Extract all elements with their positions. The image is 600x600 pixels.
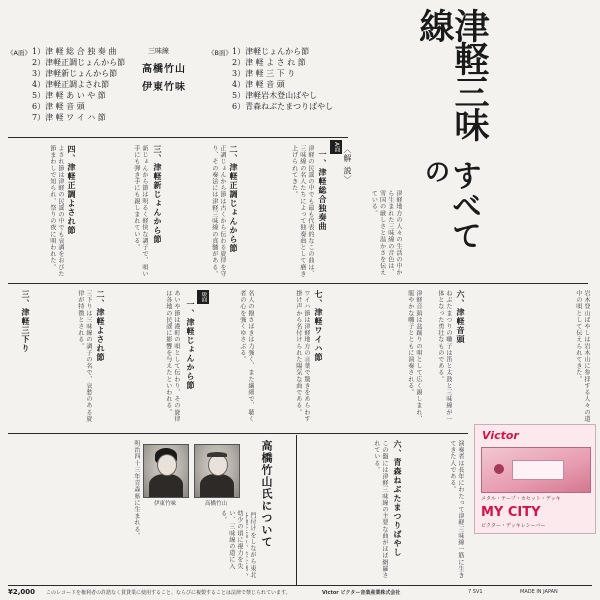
top-divider [8,137,348,138]
album-title-no: の [420,158,450,182]
performer-main: 高橋竹山 [142,64,186,75]
track-b-4: 4）津 軽 音 頭 [232,80,285,89]
heading-b2: 二、津軽よされ節 [96,290,105,362]
side-a-tag: A面 [330,140,342,154]
about-body-2: 幼少の頃に視力を失い、三味線の道に入る。 [219,510,243,570]
heading-a2: 二、津軽正調じょんから節 [229,145,238,253]
album-title: 津軽三味線 [414,8,489,140]
side-b-tag: B面 [197,290,209,304]
track-a-5: 5）津 軽 あ い や 節 [32,91,106,100]
caption-takahashi-chikuzan: 高橋竹山 [204,501,227,507]
heading-b6: 六、青森ねぶたまつりばやし [393,440,402,557]
heading-a1: 一、津軽総合独奏曲 [318,150,327,231]
price: ¥2,000 [8,588,36,596]
heading-a6: 六、津軽音頭 [456,290,465,344]
photo-ito-chikumi [143,444,189,498]
ad-product-image [481,447,591,493]
body-lower-1: この盤には津軽三味線の主要な曲がほぼ網羅されている。 [372,440,388,579]
side-a-tracklist [32,46,125,123]
middle-divider [8,283,588,284]
track-a-2: 2）津軽正調じょんから節 [32,58,126,67]
legal-notice: このレコードを権利者の許諾なく賃貸業に使用すること、ならびに複製することは法律で禁じられています。 [46,590,291,596]
about-divider [296,435,297,585]
track-b-1: 1）津軽じょんから節 [232,47,310,56]
track-a-3: 3）津軽新じょんから節 [32,69,118,78]
track-b-3: 3）津 軽 三 下 り [232,69,296,78]
heading-a3: 三、津軽新じょんから節 [153,145,162,244]
ad-sub: ビクター・デッキレシーバー [481,523,546,529]
victor-ad [474,424,596,534]
body-a6-cont: ねぶたまつりの囃子は笛と太鼓と三味線が一体となった勇壮なものである。 [436,290,452,422]
photo-takahashi-chikuzan [194,444,240,498]
track-b-5: 5）津軽岩木登山ばやし [232,91,318,100]
body-a3: 新じょんから節は明るく軽快な調子で、唄い手にも弾き手にも親しまれている。 [132,145,148,277]
heading-b3: 三、津軽三下り [21,290,30,353]
company-name: Victor ビクター音楽産業株式会社 [322,590,401,596]
heading-a7: 七、津軽ワイハ節 [314,290,323,362]
performer-guest: 伊東竹味 [142,82,186,93]
caption-ito-chikumi: 伊東竹味 [153,501,176,507]
track-a-4: 4）津軽正調よされ節 [32,80,110,89]
heading-a4: 四、津軽正調よされ節 [67,145,76,235]
body-a4: よされ節は津軽の民謡の中でも哀調をおびた節まわしで知られ、祭りの夜に唄われた。 [48,145,64,277]
made-in-label: MADE IN JAPAN [520,589,558,595]
heading-b1: 一、津軽じょんから節 [186,300,195,390]
body-a7: ワイハ節は津軽地方の言葉で驚きをあらわす掛け声から名付けられた陽気な曲である。 [294,290,310,422]
victor-logo: Victor [482,429,519,442]
catalog-code: 7 SV1 [468,589,483,595]
track-a-6: 6）津 軽 音 頭 [32,102,85,111]
side-b-label: 《B面》 [208,49,232,57]
body-intro-2: 岩木登山ばやしは岩木山に参拝する人々の道中の唄として伝えられてきた。 [574,290,590,422]
body-b3: 三下りは三味線の調子の名で、哀愁のある旋律が特徴とされる。 [76,290,92,422]
body-intro: 津軽地方の人々の生活の中から生まれた三味線の音色は、雪国の厳しさと温かさを伝えている。 [370,190,402,276]
ad-caption: メタル・テープ・カセット・デッキ [481,496,561,502]
body-a1: 津軽の民謡の中でも最も代表的なこの曲は、三味線の名人たちによって独奏曲として磨き上げられてきた。 [290,145,314,277]
track-b-2: 2）津 軽 よ さ れ 節 [232,58,306,67]
ad-product-name: MY CITY [481,505,541,520]
body-a2: 正調じょんから節は古くから伝わる旋律を守り、その奏法には津軽三味線の真髄がある。 [210,145,226,277]
footer-divider [8,585,592,586]
album-subtitle: すべて [446,160,481,250]
about-heading: 高橋竹山氏について [260,440,273,548]
track-b-6: 6）青森ねぶたまつりばやし [232,102,334,111]
body-b2: あいや節は港町の唄として伝わり、その旋律は各地の民謡に影響を与えたといわれる。 [164,290,180,422]
side-a-label: 《A面》 [7,49,31,57]
about-body-1: 明治四十三年青森県に生まれる。 [133,440,140,539]
commentary-label: 〈解 説〉 [343,145,352,185]
body-lower-2: 演奏者は長年にわたって津軽三味線一筋に生きてきた人である。 [448,440,464,579]
body-b1: 名人の撥さばきは力強く、また繊細で、聴く者の心を強くゆさぶる。 [238,290,254,422]
track-a-7: 7）津 軽 ワ イ ハ 節 [32,113,106,122]
about-body-3: 門付けをしながら東北 [249,512,256,578]
side-b-tracklist [232,46,333,112]
lower-divider [8,433,468,434]
instrument-label: 三味線 [148,47,169,55]
track-a-1: 1）津 軽 総 合 独 奏 曲 [32,47,117,56]
body-a6: 津軽音頭は盆踊りの唄として広く親しまれ、賑やかな囃子とともに演奏される。 [406,290,422,422]
